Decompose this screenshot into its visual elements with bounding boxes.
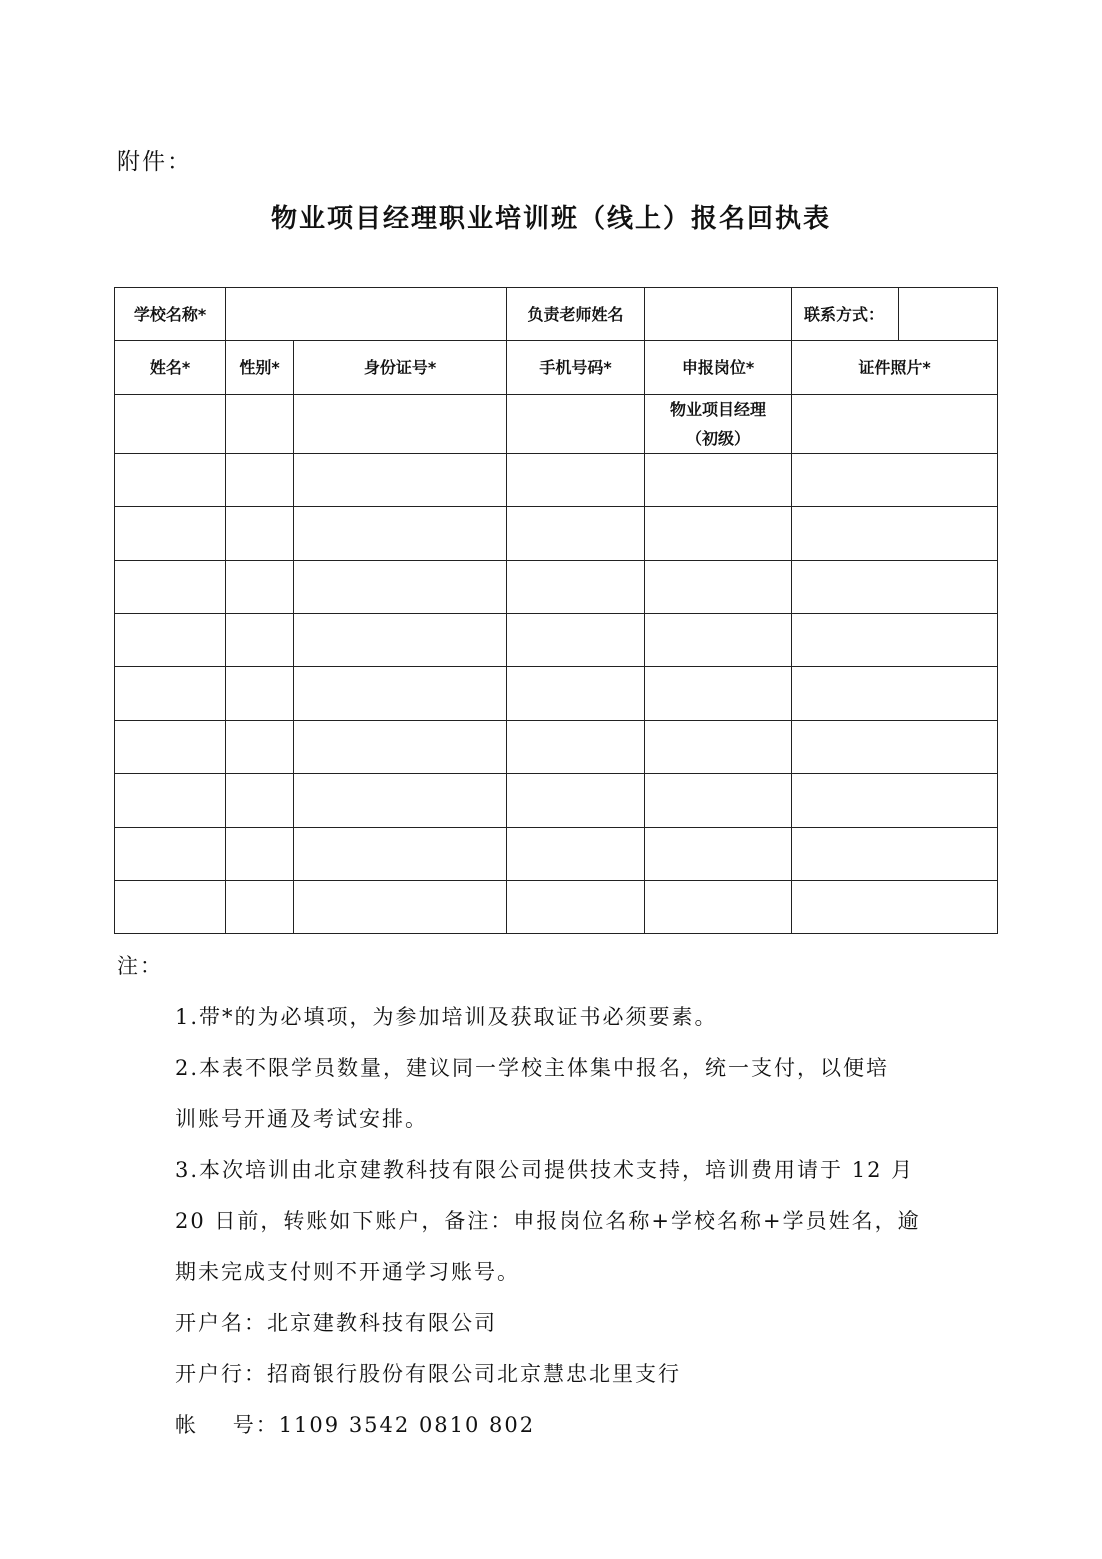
- cell-name[interactable]: [115, 395, 226, 454]
- header-gender: 性别*: [226, 341, 294, 395]
- cell-phone[interactable]: [507, 667, 645, 721]
- cell-name[interactable]: [115, 454, 226, 507]
- teacher-name-field[interactable]: [645, 288, 792, 341]
- table-row: [115, 614, 998, 667]
- cell-name[interactable]: [115, 561, 226, 614]
- cell-photo[interactable]: [792, 667, 998, 721]
- cell-gender[interactable]: [226, 828, 294, 881]
- note-line: 2.本表不限学员数量，建议同一学校主体集中报名，统一支付，以便培: [175, 1056, 890, 1080]
- cell-id-number[interactable]: [294, 614, 507, 667]
- cell-id-number[interactable]: [294, 395, 507, 454]
- cell-phone[interactable]: [507, 507, 645, 561]
- cell-gender[interactable]: [226, 774, 294, 828]
- cell-position[interactable]: [645, 454, 792, 507]
- cell-id-number[interactable]: [294, 507, 507, 561]
- cell-name[interactable]: [115, 507, 226, 561]
- school-name-field[interactable]: [226, 288, 507, 341]
- cell-gender[interactable]: [226, 667, 294, 721]
- account-number-line: 帐 号：1109 3542 0810 802: [175, 1413, 536, 1437]
- cell-gender[interactable]: [226, 881, 294, 934]
- cell-name[interactable]: [115, 721, 226, 774]
- cell-position[interactable]: [645, 721, 792, 774]
- note-line: 20 日前，转账如下账户，备注：申报岗位名称+学校名称+学员姓名，逾: [175, 1209, 921, 1233]
- cell-id-number[interactable]: [294, 561, 507, 614]
- attachment-label: 附件：: [117, 149, 192, 175]
- header-phone: 手机号码*: [507, 341, 645, 395]
- cell-phone[interactable]: [507, 614, 645, 667]
- note-line: 1.带*的为必填项，为参加培训及获取证书必须要素。: [175, 1005, 718, 1029]
- teacher-name-label: 负责老师姓名: [507, 288, 645, 341]
- cell-phone[interactable]: [507, 454, 645, 507]
- cell-name[interactable]: [115, 828, 226, 881]
- cell-gender[interactable]: [226, 395, 294, 454]
- notes-section: [117, 950, 997, 1451]
- school-info-row: [115, 288, 998, 341]
- header-position: 申报岗位*: [645, 341, 792, 395]
- table-row: [115, 454, 998, 507]
- registration-form-table: [114, 287, 998, 934]
- contact-field[interactable]: [899, 288, 998, 341]
- cell-phone[interactable]: [507, 395, 645, 454]
- cell-gender[interactable]: [226, 454, 294, 507]
- cell-photo[interactable]: [792, 828, 998, 881]
- header-photo: 证件照片*: [792, 341, 998, 395]
- cell-id-number[interactable]: [294, 454, 507, 507]
- table-row: [115, 507, 998, 561]
- table-row: [115, 774, 998, 828]
- cell-name[interactable]: [115, 881, 226, 934]
- cell-position[interactable]: [645, 774, 792, 828]
- cell-photo[interactable]: [792, 561, 998, 614]
- header-row: [115, 341, 998, 395]
- notes-label: 注：: [117, 954, 163, 978]
- header-id-number: 身份证号*: [294, 341, 507, 395]
- cell-position[interactable]: [645, 507, 792, 561]
- account-name-line: 开户名：北京建教科技有限公司: [175, 1311, 497, 1335]
- cell-phone[interactable]: [507, 721, 645, 774]
- position-line-2: （初级）: [685, 429, 750, 448]
- cell-gender[interactable]: [226, 614, 294, 667]
- header-name: 姓名*: [115, 341, 226, 395]
- cell-id-number[interactable]: [294, 828, 507, 881]
- cell-photo[interactable]: [792, 395, 998, 454]
- cell-id-number[interactable]: [294, 774, 507, 828]
- cell-id-number[interactable]: [294, 881, 507, 934]
- title-text: 物业项目经理职业培训班（线上）报名回执表: [270, 204, 831, 234]
- cell-position[interactable]: [645, 395, 792, 454]
- cell-gender[interactable]: [226, 507, 294, 561]
- cell-id-number[interactable]: [294, 721, 507, 774]
- note-line: 训账号开通及考试安排。: [175, 1107, 428, 1131]
- table-row: [115, 395, 998, 454]
- note-line: 3.本次培训由北京建教科技有限公司提供技术支持，培训费用请于 12 月: [175, 1158, 915, 1182]
- cell-position[interactable]: [645, 614, 792, 667]
- note-line: 期未完成支付则不开通学习账号。: [175, 1260, 520, 1284]
- table-row: [115, 721, 998, 774]
- cell-phone[interactable]: [507, 561, 645, 614]
- cell-position[interactable]: [645, 667, 792, 721]
- cell-photo[interactable]: [792, 774, 998, 828]
- position-line-1: 物业项目经理: [669, 400, 766, 419]
- table-row: [115, 561, 998, 614]
- table-row: [115, 667, 998, 721]
- table-row: [115, 828, 998, 881]
- cell-photo[interactable]: [792, 454, 998, 507]
- bank-name-line: 开户行：招商银行股份有限公司北京慧忠北里支行: [175, 1362, 681, 1386]
- school-name-label: 学校名称*: [115, 288, 226, 341]
- cell-phone[interactable]: [507, 774, 645, 828]
- cell-gender[interactable]: [226, 561, 294, 614]
- cell-phone[interactable]: [507, 881, 645, 934]
- cell-photo[interactable]: [792, 614, 998, 667]
- cell-phone[interactable]: [507, 828, 645, 881]
- cell-name[interactable]: [115, 774, 226, 828]
- cell-position[interactable]: [645, 561, 792, 614]
- page-title: [0, 198, 1102, 235]
- cell-photo[interactable]: [792, 721, 998, 774]
- cell-position[interactable]: [645, 828, 792, 881]
- cell-name[interactable]: [115, 667, 226, 721]
- cell-name[interactable]: [115, 614, 226, 667]
- table-row: [115, 881, 998, 934]
- cell-position[interactable]: [645, 881, 792, 934]
- contact-label: 联系方式：: [792, 288, 899, 341]
- cell-id-number[interactable]: [294, 667, 507, 721]
- cell-photo[interactable]: [792, 507, 998, 561]
- cell-gender[interactable]: [226, 721, 294, 774]
- cell-photo[interactable]: [792, 881, 998, 934]
